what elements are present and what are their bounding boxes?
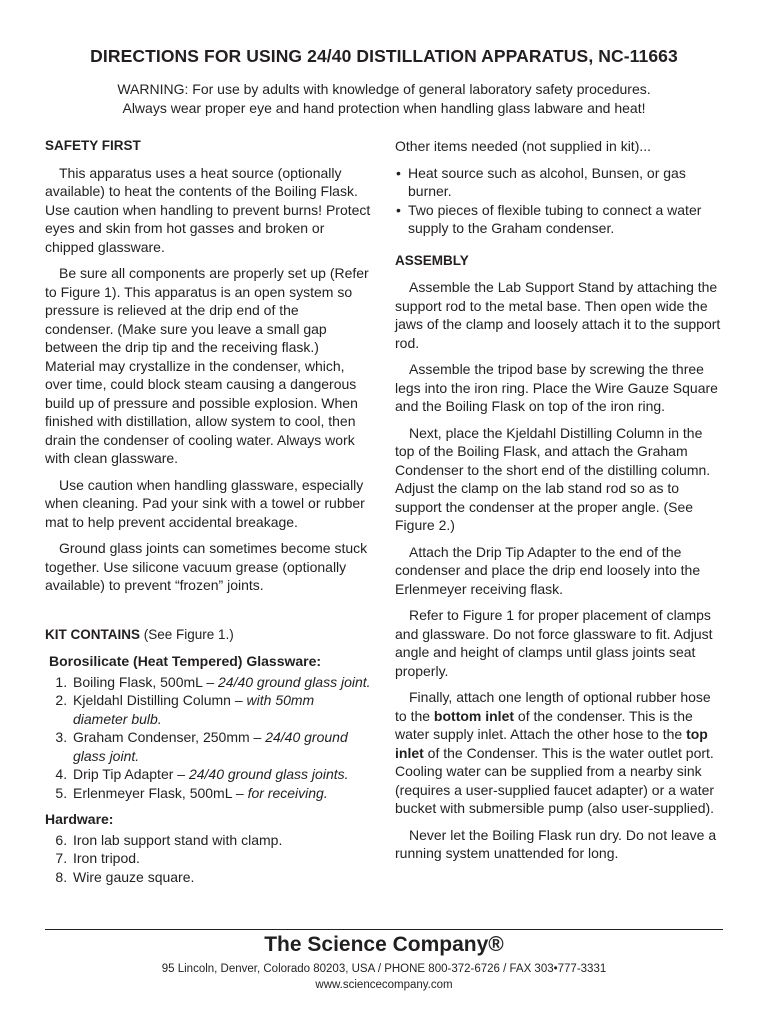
assembly-paragraph: Attach the Drip Tip Adapter to the end of the condenser and place the drip end loosely into the Erlenmeyer receiving flask. [395, 543, 701, 597]
kit-heading-note: (See Figure 1.) [140, 626, 234, 642]
other-items-intro: Other items needed (not supplied in kit)... [395, 138, 652, 154]
warning-notice [0, 80, 768, 118]
item-name: Erlenmeyer Flask, 500mL – [73, 784, 248, 801]
safety-heading: SAFETY FIRST [45, 138, 141, 153]
item-name: Kjeldahl Distilling Column – [73, 692, 247, 708]
list-item [71, 765, 371, 784]
list-item: 8. Wire gauze square. [71, 868, 371, 887]
company-name: The Science Company® [264, 933, 504, 956]
left-column [45, 137, 371, 886]
footer-divider [45, 929, 723, 930]
item-note: 24/40 ground glass joints. [188, 766, 349, 782]
item-note: for receiving. [247, 784, 328, 801]
safety-paragraph: Be sure all components are properly set up (Refer to Figure 1). This apparatus is an open system so pressure is relieved at the drip end of the condenser. (Make sure you leave a small gap between the drip tip and the receiving flask.) Material may crystallize in the condenser, which, over time, could block steam causing a dangerous build up of pressure and possible explosion. When finished with distillation, allow system to cool, then drain the condenser of cooling water. Always work with clean glassware. [45, 265, 369, 466]
warning-line-2: Always wear proper eye and hand protection when handling glass labware and heat! [122, 100, 646, 116]
hardware-list [45, 831, 371, 887]
assembly-closing-paragraph: Never let the Boiling Flask run dry. Do not leave a running system unattended for long. [395, 826, 717, 861]
assembly-final-paragraph [395, 688, 725, 818]
safety-paragraph: Ground glass joints can sometimes become stuck together. Use silicone vacuum grease (optionally available) to prevent “frozen” joints. [45, 540, 368, 593]
right-column [395, 137, 725, 871]
bottom-inlet-term: bottom inlet [433, 707, 515, 724]
safety-paragraph: This apparatus uses a heat source (optionally available) to heat the contents of the Boiling Flask. Use caution when handling to prevent burns! Protect eyes and skin from hot gasses and broken or chipped glassware. [45, 164, 371, 255]
hardware-heading: Hardware: [45, 811, 114, 827]
list-item: 6. Iron lab support stand with clamp. [71, 831, 371, 850]
assembly-paragraph: Assemble the Lab Support Stand by attaching the support rod to the metal base. Then open wide the jaws of the clamp and loosely attach it to the support rod. [395, 279, 721, 351]
item-name: Drip Tip Adapter – [73, 766, 189, 782]
assembly-heading: ASSEMBLY [395, 252, 469, 268]
list-item [71, 691, 371, 728]
list-item [71, 728, 371, 765]
item-text: Heat source such as alcohol, Bunsen, or gas burner. [408, 164, 686, 199]
safety-paragraph: Use caution when handling glassware, especially when cleaning. Pad your sink with a towel or rubber mat to help prevent accidental breakage. [45, 476, 365, 530]
list-item [395, 201, 725, 238]
page-title: DIRECTIONS FOR USING 24/40 DISTILLATION APPARATUS, NC-11663 [90, 46, 678, 66]
text-run: Finally, attach one length of optional rubber hose to the [395, 689, 711, 724]
assembly-paragraph: Refer to Figure 1 for proper placement of clamps and glassware. Do not force glassware to fit. Adjust angle and height of clamps until glass joints seat properly. [395, 607, 713, 679]
text-run: of the Condenser. This is the water outlet port. Cooling water can be supplied from a nearby sink (requires a user-supplied faucet adapter) or a water bucket with submersible pump (also user-supplied). [395, 744, 715, 816]
list-item [71, 784, 371, 803]
item-note: with 50mm diameter bulb. [73, 692, 315, 727]
warning-line-1: WARNING: For use by adults with knowledge of general laboratory safety procedures. [117, 81, 651, 97]
glassware-heading: Borosilicate (Heat Tempered) Glassware: [49, 653, 322, 669]
glassware-list [45, 673, 371, 803]
item-note: 24/40 ground glass joint. [73, 729, 348, 764]
top-inlet-term: top inlet [395, 726, 708, 761]
text-run: of the condenser. This is the water supply inlet. Attach the other hose to the [395, 707, 693, 742]
kit-heading-label: KIT CONTAINS [45, 626, 140, 642]
item-name: Graham Condenser, 250mm – [73, 729, 266, 745]
company-address: 95 Lincoln, Denver, Colorado 80203, USA / PHONE 800-372-6726 / FAX 303•777-3331 [161, 963, 607, 975]
other-items-list [395, 164, 725, 238]
item-text: Two pieces of flexible tubing to connect a water supply to the Graham condenser. [408, 201, 702, 236]
list-item [71, 673, 371, 692]
bullet-icon: • [396, 164, 401, 181]
list-item: 7. Iron tripod. [71, 849, 371, 868]
bullet-icon: • [396, 201, 401, 218]
item-name: Boiling Flask, 500mL – [73, 673, 218, 690]
kit-heading [45, 626, 371, 645]
list-item [395, 164, 725, 201]
item-note: 24/40 ground glass joint. [218, 673, 371, 690]
assembly-paragraph: Assemble the tripod base by screwing the three legs into the iron ring. Place the Wire Gauze Square and the Boiling Flask on top of the iron ring. [395, 361, 718, 414]
assembly-paragraph: Next, place the Kjeldahl Distilling Column in the top of the Boiling Flask, and attach the Graham Condenser to the short end of the distilling column. Adjust the clamp on the lab stand rod so as to support the condenser at the proper angle. (See Figure 2.) [395, 424, 711, 533]
company-website: www.sciencecompany.com [315, 979, 453, 991]
